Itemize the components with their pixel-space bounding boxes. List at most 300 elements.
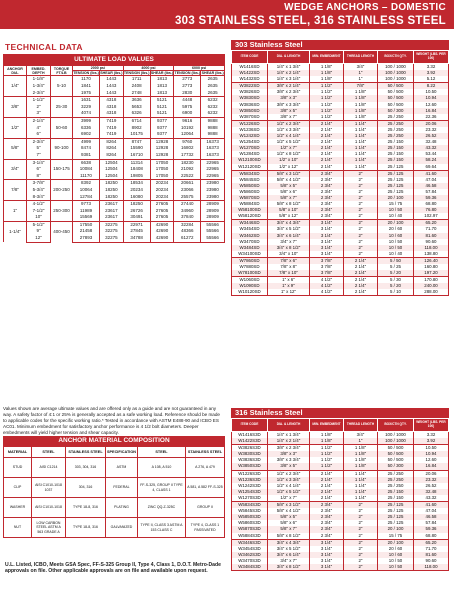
composition-table xyxy=(3,446,225,538)
load-row xyxy=(4,180,225,187)
product-cell: 3 1/4" xyxy=(310,546,344,552)
product-row xyxy=(232,120,449,127)
product-cell: 1 1/8" xyxy=(310,70,344,76)
product-cell: 7/8" xyxy=(344,83,378,90)
load-row xyxy=(4,187,225,194)
product-cell: 3/8" x 3 3/4" xyxy=(268,457,310,463)
load-value-cell: 4448 xyxy=(174,97,201,104)
load-value-cell: 6638 xyxy=(73,159,100,166)
embed-depth-cell: 6" xyxy=(27,131,51,138)
load-value-cell: 23066 xyxy=(174,187,201,194)
load-value-cell: 32275 xyxy=(100,221,124,228)
embed-depth-cell: 2-3/4" xyxy=(27,90,51,97)
product-cell: 1 1/4" xyxy=(344,151,378,157)
embed-depth-cell: 1-1/2" xyxy=(27,97,51,104)
product-cell: 3/4" x 8 1/2" xyxy=(268,245,310,251)
product-cell: 43.32 xyxy=(414,495,449,502)
load-value-cell: 26726 xyxy=(123,208,150,215)
load-value-cell: 2635 xyxy=(201,90,225,97)
product-cell: 1 1/4" xyxy=(344,139,378,145)
item-code-cell: W3446S3D xyxy=(232,539,268,546)
product-cell: 100 / 1000 xyxy=(378,432,414,439)
composition-cell: AISI C1214 xyxy=(32,458,66,478)
product-cell: 2 3/4" xyxy=(310,520,344,526)
item-code-cell: W3462SD xyxy=(232,233,268,239)
embed-depth-cell: 1-1/8" xyxy=(27,76,51,83)
load-value-cell: 32284 xyxy=(174,221,201,228)
product-cell: 2" xyxy=(344,502,378,509)
product-cell: 1" xyxy=(344,70,378,76)
product-cell: 1/2" x 7" xyxy=(268,145,310,151)
composition-cell: CLIP xyxy=(4,478,32,498)
load-value-cell: 4074 xyxy=(73,110,100,117)
col-shear: SHEAR (lbs.) xyxy=(201,71,224,76)
product-row xyxy=(232,289,449,296)
product-cell: 100 / 1000 xyxy=(378,70,414,76)
item-code-cell: W5850SD xyxy=(232,183,268,189)
load-value-cell: 42690 xyxy=(150,235,174,242)
item-code-cell: W5850S3D xyxy=(232,514,268,520)
product-cell: 2 1/4" xyxy=(344,277,378,284)
item-code-cell: W1236SD xyxy=(232,127,268,133)
composition-cell: A 108, A 510 xyxy=(138,458,186,478)
product-cell: 1/2" x 8 1/2" xyxy=(268,151,310,157)
ss303-col-dia: DIA. & LENGTH xyxy=(268,51,310,64)
load-value-cell: 9377 xyxy=(150,117,174,124)
load-value-cell: 16710 xyxy=(123,152,150,159)
load-value-cell: 42690 xyxy=(150,221,174,228)
product-cell: 1/4" x 2 1/4" xyxy=(268,438,310,445)
product-cell: 2" xyxy=(344,539,378,546)
load-value-cell: 16080 xyxy=(123,194,150,201)
load-value-cell: 6902 xyxy=(73,131,100,138)
item-code-cell: W58100SD xyxy=(232,207,268,213)
ultimate-load-table xyxy=(3,65,225,243)
approvals-footer: U.L. Listed, ICBO, Meets GSA Spec, FF-S-325 Group II, Type 4, Class 1, D.O.T. Metro-Dade approvals on file. Other applicable approvals are on file and available upon request. xyxy=(5,562,221,575)
product-cell: 20 / 60 xyxy=(378,226,414,232)
product-cell: 10 / 40 xyxy=(378,251,414,258)
product-cell: 138.80 xyxy=(414,251,449,258)
product-cell: 1/2" x 2 3/4" xyxy=(268,120,310,127)
product-cell: 25 / 250 xyxy=(378,133,414,139)
product-cell: 126.40 xyxy=(414,257,449,264)
embed-depth-cell: 3" xyxy=(27,110,51,117)
product-row xyxy=(232,270,449,277)
product-row xyxy=(232,438,449,445)
product-cell: 43.32 xyxy=(414,145,449,151)
load-value-cell: 12928 xyxy=(150,145,174,152)
product-row xyxy=(232,64,449,71)
load-value-cell: 55566 xyxy=(201,221,225,228)
composition-cell: ASTM xyxy=(106,458,138,478)
product-cell: 25 / 125 xyxy=(378,164,414,171)
product-cell: 2 1/4" xyxy=(310,483,344,489)
load-row xyxy=(4,145,225,152)
product-cell: 23.32 xyxy=(414,127,449,133)
load-value-cell: 5121 xyxy=(150,97,174,104)
product-cell: 41.60 xyxy=(414,170,449,177)
product-row xyxy=(232,432,449,439)
item-code-cell: W5884SD xyxy=(232,201,268,207)
ss316-col-thread: THREAD LENGTH xyxy=(344,419,378,432)
product-cell: 1 1/8" xyxy=(344,102,378,108)
item-code-cell: W1432SD xyxy=(232,76,268,83)
composition-cell: 304, 316 xyxy=(66,478,106,498)
load-value-cell: 8474 xyxy=(73,145,100,152)
load-value-cell: 16373 xyxy=(201,145,225,152)
product-cell: 3.32 xyxy=(414,432,449,439)
product-cell: 65.20 xyxy=(414,220,449,227)
col-psi-4000: 4000 psi xyxy=(123,66,174,71)
load-value-cell: 1631 xyxy=(73,97,100,104)
load-values-note: Values shown are average ultimate values and are offered only as a guide and are not guaranteed in any way. A safety factor of 4:1 or 25% is generally accepted as a safe working load. Reference should be made to applicable codes for the specific working ratio.* Tested in accordance with ASTM E488-90 and ICBO ES AC01. Minimum embedment for satisfactory anchor performance is 4 1/2 bolt diameters. Deeper embedments will yield higher tension and shear capacity. xyxy=(3,406,220,436)
product-cell: 4 1/2" xyxy=(310,283,344,289)
product-cell: 2 3/4" xyxy=(310,170,344,177)
embed-depth-cell: 5" xyxy=(27,145,51,152)
product-row xyxy=(232,495,449,502)
product-cell: 5/8" x 4 1/2" xyxy=(268,508,310,514)
load-value-cell: 16802 xyxy=(174,145,201,152)
product-cell: 41.60 xyxy=(414,502,449,509)
product-cell: 26.52 xyxy=(414,133,449,139)
item-code-cell: W3462S3D xyxy=(232,552,268,558)
ultimate-load-title: ULTIMATE LOAD VALUES xyxy=(3,54,225,65)
col-tension: TENSION (lbs.) xyxy=(73,71,99,76)
product-cell: 22.36 xyxy=(414,114,449,121)
product-cell: 5/8" x 10" xyxy=(268,207,310,213)
anchor-dia-cell: 1-1/4" xyxy=(4,221,27,242)
product-cell: 3/4" x 6 1/4" xyxy=(268,552,310,558)
product-cell: 50 / 300 xyxy=(378,108,414,114)
product-cell: 20 / 100 xyxy=(378,220,414,227)
torque-cell: 200-250 xyxy=(51,180,73,201)
product-cell: 25 / 125 xyxy=(378,177,414,183)
load-value-cell: 12504 xyxy=(100,166,124,173)
load-row xyxy=(4,90,225,97)
product-row xyxy=(232,76,449,83)
product-cell: 1 1/8" xyxy=(344,451,378,457)
load-value-cell: 1813 xyxy=(150,83,174,90)
item-code-cell: W5860SD xyxy=(232,189,268,195)
load-value-cell: 12784 xyxy=(73,194,100,201)
product-row xyxy=(232,470,449,477)
load-value-cell: 4318 xyxy=(100,104,124,111)
composition-cell: WASHER xyxy=(4,498,32,518)
item-code-cell: W5860S3D xyxy=(232,520,268,526)
product-cell: 1 1/8" xyxy=(310,432,344,439)
product-cell: 3 1/4" xyxy=(310,558,344,564)
product-cell: 3/4" x 7" xyxy=(268,239,310,245)
product-cell: 3/4" x 5 1/2" xyxy=(268,546,310,552)
product-cell: 20 / 100 xyxy=(378,539,414,546)
product-cell: 3/8" x 2 3/4" xyxy=(268,89,310,95)
product-cell: 58.24 xyxy=(414,157,449,163)
composition-cell: AISI C1010-1018 1037 xyxy=(32,478,66,498)
ultimate-load-body xyxy=(4,76,225,242)
item-code-cell: W3484S3D xyxy=(232,564,268,571)
product-cell: 65.20 xyxy=(414,539,449,546)
load-row xyxy=(4,152,225,159)
composition-body xyxy=(4,458,225,538)
load-value-cell: 8747 xyxy=(123,138,150,145)
load-value-cell: 23980 xyxy=(201,194,225,201)
product-cell: 8.22 xyxy=(414,83,449,90)
product-cell: 1 1/8" xyxy=(310,438,344,445)
product-cell: 3/8" x 5" xyxy=(268,108,310,114)
product-cell: 25 / 250 xyxy=(378,483,414,489)
product-cell: 5.12 xyxy=(414,76,449,83)
item-code-cell: W5870SD xyxy=(232,195,268,201)
product-cell: 23.32 xyxy=(414,477,449,483)
composition-cell: TYPE 18-8, 316 xyxy=(66,498,106,518)
load-value-cell: 28909 xyxy=(201,201,225,208)
product-cell: 2 1/4" xyxy=(310,489,344,495)
load-value-cell: 12928 xyxy=(150,152,174,159)
product-cell: 1 1/4" xyxy=(344,164,378,171)
product-cell: 3/4" x 4 3/4" xyxy=(268,220,310,227)
product-cell: 1 1/4" xyxy=(344,470,378,477)
torque-cell: 90-100 xyxy=(51,138,73,159)
product-cell: 2 1/4" xyxy=(344,270,378,277)
product-cell: 25 / 150 xyxy=(378,139,414,145)
torque-cell: 5-10 xyxy=(51,76,73,97)
product-cell: 50 / 300 xyxy=(378,463,414,470)
product-cell: 2 3/4" xyxy=(310,207,344,213)
composition-cell: AISI C1010-1018 xyxy=(32,498,66,518)
load-value-cell: 2773 xyxy=(174,83,201,90)
item-code-cell: W3484SD xyxy=(232,245,268,251)
col-shear: SHEAR (lbs.) xyxy=(100,71,123,76)
load-value-cell: 20661 xyxy=(174,180,201,187)
load-value-cell: 6714 xyxy=(123,117,150,124)
comp-col-steel: STEEL xyxy=(32,447,66,458)
load-value-cell: 18408 xyxy=(123,166,150,173)
product-cell: 10.50 xyxy=(414,445,449,452)
load-value-cell: 27605 xyxy=(150,214,174,221)
product-row xyxy=(232,564,449,571)
product-cell: 10 / 50 xyxy=(378,564,414,571)
load-value-cell: 1443 xyxy=(100,76,124,83)
product-cell: 15 / 75 xyxy=(378,533,414,540)
load-value-cell: 55566 xyxy=(201,228,225,235)
product-cell: 10 / 50 xyxy=(378,558,414,564)
product-cell: 10.94 xyxy=(414,451,449,457)
load-row xyxy=(4,221,225,228)
product-cell: 2 3/4" xyxy=(310,508,344,514)
product-cell: 2" xyxy=(344,251,378,258)
product-cell: 1 1/8" xyxy=(344,108,378,114)
product-cell: 10 / 40 xyxy=(378,213,414,220)
item-code-cell: W12120SD xyxy=(232,164,268,171)
product-cell: 5/8" x 8 1/2" xyxy=(268,533,310,540)
embed-depth-cell: 9" xyxy=(27,228,51,235)
embed-depth-cell: 5-1/2" xyxy=(27,221,51,228)
item-code-cell: W1226SD xyxy=(232,120,268,127)
anchor-dia-cell: 1" xyxy=(4,201,27,222)
ss316-table xyxy=(231,418,449,571)
load-value-cell: 8902 xyxy=(123,125,150,132)
item-code-cell: W1254SD xyxy=(232,139,268,145)
product-cell: 197.20 xyxy=(414,270,449,277)
product-cell: 25 / 250 xyxy=(378,470,414,477)
product-cell: 5 / 25 xyxy=(378,264,414,270)
load-row xyxy=(4,235,225,242)
load-value-cell: 3999 xyxy=(73,117,100,124)
load-value-cell: 18250 xyxy=(100,187,124,194)
product-cell: 1 1/2" xyxy=(310,445,344,452)
product-cell: 5/8" x 8 1/2" xyxy=(268,201,310,207)
product-cell: 10 / 60 xyxy=(378,233,414,239)
item-code-cell: W5870S3D xyxy=(232,526,268,532)
product-cell: 1 1/4" xyxy=(344,127,378,133)
product-cell: 50 / 500 xyxy=(378,451,414,457)
comp-col-spec-steel: STEEL xyxy=(138,447,186,458)
product-cell: 2 1/4" xyxy=(310,477,344,483)
product-cell: 2 3/4" xyxy=(310,183,344,189)
item-code-cell: W5845S3D xyxy=(232,508,268,514)
load-value-cell: 10064 xyxy=(73,187,100,194)
load-value-cell: 11314 xyxy=(123,159,150,166)
product-cell: 1 1/8" xyxy=(344,95,378,101)
load-value-cell: 8392 xyxy=(73,180,100,187)
product-cell: 2" xyxy=(344,233,378,239)
composition-cell: TYPE 4, CLASS 1 PASSIVATED xyxy=(186,518,225,538)
product-cell: 5/8" x 12" xyxy=(268,213,310,220)
load-value-cell: 1443 xyxy=(100,83,124,90)
embed-depth-cell: 7" xyxy=(27,152,51,159)
product-cell: 3.92 xyxy=(414,70,449,76)
product-cell: 2 1/4" xyxy=(310,139,344,145)
product-cell: 2 3/4" xyxy=(310,213,344,220)
anchor-dia-cell: 5/8" xyxy=(4,138,27,159)
load-row xyxy=(4,110,225,117)
item-code-cell: W1242S3D xyxy=(232,483,268,489)
load-value-cell: 1975 xyxy=(73,90,100,97)
item-code-cell: W1254S3D xyxy=(232,489,268,495)
product-cell: 5/8" x 3 1/2" xyxy=(268,170,310,177)
product-cell: 3/8" x 2 3/4" xyxy=(268,445,310,452)
product-cell: 4 1/2" xyxy=(310,289,344,296)
load-value-cell: 19805 xyxy=(123,173,150,180)
embed-depth-cell: 2-3/4" xyxy=(27,138,51,145)
product-cell: 2" xyxy=(344,514,378,520)
product-cell: 3/8" x 3" xyxy=(268,95,310,101)
product-cell: 1/2" x 7" xyxy=(268,495,310,502)
item-code-cell: W3470S3D xyxy=(232,558,268,564)
product-cell: 1 1/8" xyxy=(344,89,378,95)
product-cell: 1" xyxy=(344,76,378,83)
product-cell: 1 1/4" xyxy=(344,483,378,489)
product-cell: 12.60 xyxy=(414,457,449,463)
product-cell: 1 1/2" xyxy=(310,457,344,463)
load-value-cell: 34788 xyxy=(123,235,150,242)
load-value-cell: 2773 xyxy=(174,76,201,83)
item-code-cell: W1422S3D xyxy=(232,438,268,445)
product-cell: 2" xyxy=(344,195,378,201)
product-row xyxy=(232,170,449,177)
load-value-cell: 9888 xyxy=(201,125,225,132)
load-value-cell: 7419 xyxy=(100,125,124,132)
product-cell: 2 3/4" xyxy=(310,177,344,183)
product-cell: 5/8" x 6" xyxy=(268,520,310,526)
col-anchor-dia: ANCHOR DIA. xyxy=(4,66,27,76)
product-cell: 10.50 xyxy=(414,89,449,95)
anchor-dia-cell: 1/4" xyxy=(4,76,27,97)
composition-panel xyxy=(3,436,225,538)
product-cell: 3 1/4" xyxy=(310,239,344,245)
load-value-cell: 23617 xyxy=(100,208,124,215)
load-value-cell: 2635 xyxy=(201,76,225,83)
product-cell: 2 1/4" xyxy=(310,151,344,157)
load-value-cell: 6232 xyxy=(201,104,225,111)
composition-cell: TYPE 18-8, 316 xyxy=(66,518,106,538)
item-code-cell: W3870SD xyxy=(232,114,268,121)
load-value-cell: 55566 xyxy=(201,235,225,242)
product-cell: 25 / 125 xyxy=(378,170,414,177)
product-cell: 59.36 xyxy=(414,195,449,201)
product-cell: 1" x 12" xyxy=(268,289,310,296)
product-cell: 25 / 125 xyxy=(378,514,414,520)
load-value-cell: 1443 xyxy=(100,90,124,97)
item-code-cell: W10120SD xyxy=(232,289,268,296)
load-value-cell: 18250 xyxy=(100,194,124,201)
product-cell: 2 1/4" xyxy=(344,264,378,270)
product-cell: 50 / 500 xyxy=(378,457,414,463)
product-cell: 76.80 xyxy=(414,207,449,213)
item-code-cell: W5834SD xyxy=(232,170,268,177)
load-row xyxy=(4,159,225,166)
product-cell: 1 1/2" xyxy=(310,83,344,90)
product-cell: 3/4" x 10" xyxy=(268,251,310,258)
product-cell: 3 7/8" xyxy=(310,257,344,264)
load-row xyxy=(4,83,225,90)
load-value-cell: 9760 xyxy=(174,138,201,145)
load-value-cell: 18534 xyxy=(123,180,150,187)
product-cell: 47.04 xyxy=(414,177,449,183)
product-cell: 5/8" x 5" xyxy=(268,514,310,520)
product-cell: 1 1/8" xyxy=(344,114,378,121)
composition-row xyxy=(4,518,225,538)
load-value-cell: 23617 xyxy=(100,201,124,208)
embed-depth-cell: 5-3/4" xyxy=(27,187,51,194)
load-value-cell: 3636 xyxy=(123,97,150,104)
product-cell: 1/2" x 3 3/4" xyxy=(268,477,310,483)
load-value-cell: 6326 xyxy=(123,110,150,117)
product-cell: 3/8" x 3 3/4" xyxy=(268,102,310,108)
item-code-cell: W1422SD xyxy=(232,70,268,76)
product-cell: 3 1/4" xyxy=(310,226,344,232)
load-value-cell: 20234 xyxy=(150,194,174,201)
product-cell: 1 1/2" xyxy=(310,451,344,457)
product-cell: 1/2" x 4 1/4" xyxy=(268,483,310,489)
load-value-cell: 34960 xyxy=(174,208,201,215)
product-cell: 1/2" x 3 3/4" xyxy=(268,127,310,133)
item-code-cell: W12100SD xyxy=(232,157,268,163)
product-cell: 4 1/2" xyxy=(310,277,344,284)
load-value-cell: 17050 xyxy=(150,166,174,173)
item-code-cell: W3826S3D xyxy=(232,445,268,452)
product-cell: 50 / 500 xyxy=(378,83,414,90)
product-cell: 10 / 50 xyxy=(378,239,414,245)
product-cell: 20.06 xyxy=(414,470,449,477)
product-cell: 2 1/4" xyxy=(310,127,344,133)
product-cell: 1 1/8" xyxy=(344,463,378,470)
item-code-cell: W3454S3D xyxy=(232,546,268,552)
ss303-col-embed: MIN. EMBEDMENT xyxy=(310,51,344,64)
torque-cell: 400-450 xyxy=(51,221,73,242)
item-code-cell: W3826SD xyxy=(232,89,268,95)
item-code-cell: W5845SD xyxy=(232,177,268,183)
